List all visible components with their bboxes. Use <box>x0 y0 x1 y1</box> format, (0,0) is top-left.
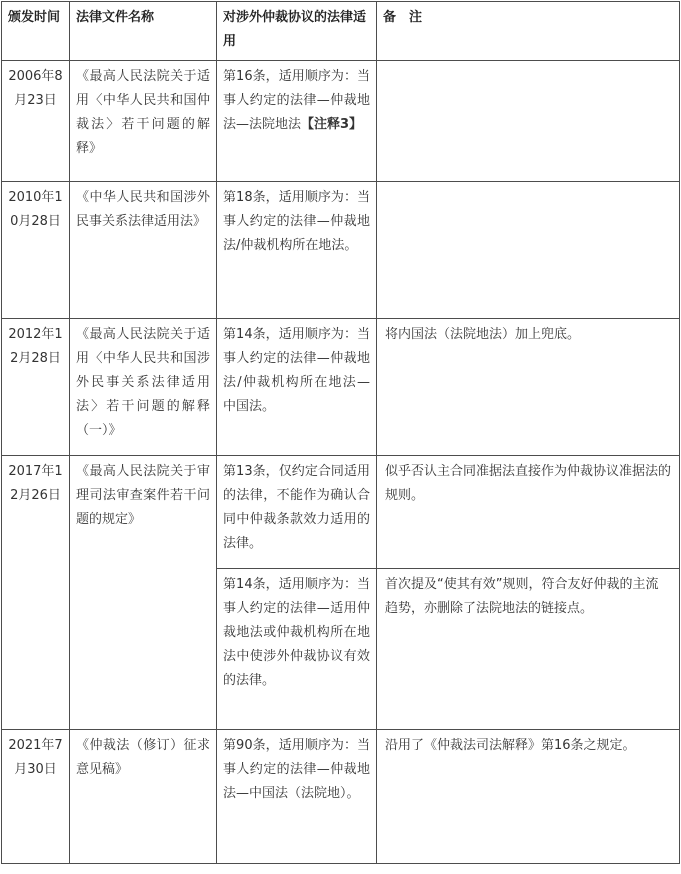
remarks-cell: 沿用了《仲裁法司法解释》第16条之规定。 <box>377 730 680 864</box>
header-document-name: 法律文件名称 <box>70 2 217 61</box>
remarks-cell <box>377 61 680 182</box>
document-name-cell: 《最高人民法院关于审理司法审查案件若干问题的规定》 <box>70 456 217 730</box>
table-row <box>2 730 680 864</box>
table-row <box>2 319 680 456</box>
applicable-law-cell <box>217 61 377 182</box>
remarks-cell: 似乎否认主合同准据法直接作为仲裁协议准据法的规则。 <box>377 456 680 569</box>
issue-date-cell: 2010年10月28日 <box>2 182 70 319</box>
document-name-cell: 《最高人民法院关于适用〈中华人民共和国仲裁法〉若干问题的解释》 <box>70 61 217 182</box>
applicable-law-cell: 第90条，适用顺序为：当事人约定的法律—仲裁地法—中国法（法院地）。 <box>217 730 377 864</box>
header-remarks: 备 注 <box>377 2 680 61</box>
table-row <box>2 182 680 319</box>
law-table <box>1 1 680 864</box>
applicable-law-text: 第16条，适用顺序为：当事人约定的法律—仲裁地法—法院地法 <box>223 69 370 132</box>
document-name-cell: 《仲裁法（修订）征求意见稿》 <box>70 730 217 864</box>
applicable-law-cell: 第18条，适用顺序为：当事人约定的法律—仲裁地法/仲裁机构所在地法。 <box>217 182 377 319</box>
applicable-law-cell: 第13条，仅约定合同适用的法律，不能作为确认合同中仲裁条款效力适用的法律。 <box>217 456 377 569</box>
remarks-cell: 将内国法（法院地法）加上兜底。 <box>377 319 680 456</box>
table-header-row <box>2 2 680 61</box>
issue-date-cell: 2012年12月28日 <box>2 319 70 456</box>
issue-date-cell: 2017年12月26日 <box>2 456 70 730</box>
header-applicable-law: 对涉外仲裁协议的法律适用 <box>217 2 377 61</box>
document-name-cell: 《中华人民共和国涉外民事关系法律适用法》 <box>70 182 217 319</box>
table-row <box>2 456 680 569</box>
applicable-law-cell: 第14条，适用顺序为：当事人约定的法律—仲裁地法/仲裁机构所在地法—中国法。 <box>217 319 377 456</box>
table-row <box>2 61 680 182</box>
document-name-cell: 《最高人民法院关于适用〈中华人民共和国涉外民事关系法律适用法〉若干问题的解释（一）》 <box>70 319 217 456</box>
issue-date-cell: 2021年7月30日 <box>2 730 70 864</box>
header-issue-date: 颁发时间 <box>2 2 70 61</box>
remarks-cell: 首次提及“使其有效”规则，符合友好仲裁的主流趋势，亦删除了法院地法的链接点。 <box>377 569 680 730</box>
issue-date-cell: 2006年8月23日 <box>2 61 70 182</box>
remarks-cell <box>377 182 680 319</box>
footnote-reference: 【注释3】 <box>301 117 363 132</box>
applicable-law-cell: 第14条，适用顺序为：当事人约定的法律—适用仲裁地法或仲裁机构所在地法中使涉外仲裁协议有效的法律。 <box>217 569 377 730</box>
